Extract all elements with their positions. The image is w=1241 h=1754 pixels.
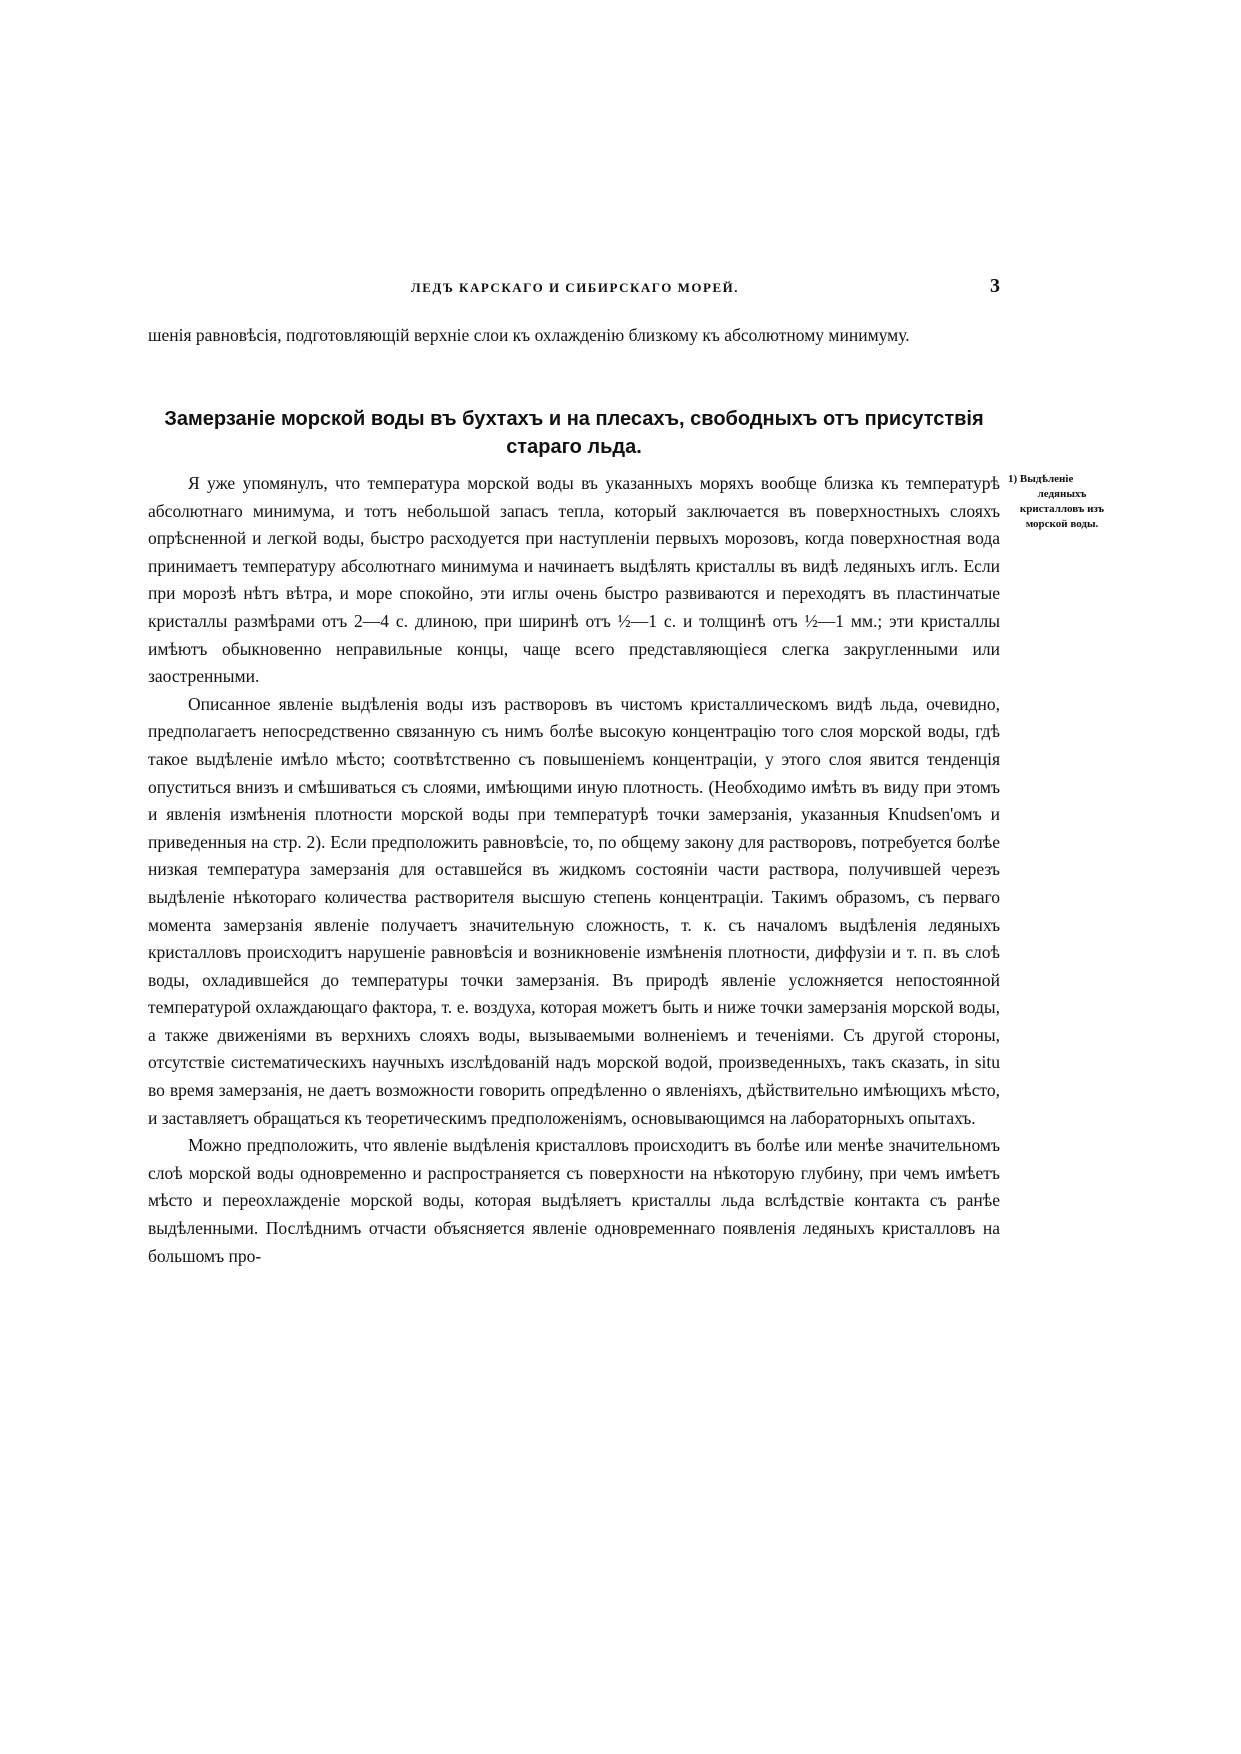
continuation-paragraph: шенія равновѣсія, подготовляющій верхніе слои къ охлажденію близкому къ абсолютному минимуму. [148,325,910,345]
margin-note-rest: ледяныхъ кристалловъ изъ морской воды. [1019,488,1105,530]
section-heading: Замерзаніе морской воды въ бухтахъ и на плесахъ, свободныхъ отъ присутствія стараго льда. [164,408,984,458]
paragraph-1: Я уже упомянулъ, что температура морской воды въ указанныхъ моряхъ вообще близка къ температурѣ абсолютнаго минимума, и тотъ небольшой запасъ тепла, который заключается въ поверхностныхъ слояхъ опрѣсненной и легкой воды, быстро расходуется при наступленіи первыхъ морозовъ, когда поверхностная вода принимаетъ температуру абсолютнаго минимума и начинаетъ выдѣлять кристаллы въ видѣ ледяныхъ иглъ. Если при морозѣ нѣтъ вѣтра, и море спокойно, эти иглы очень быстро развиваются и переходятъ въ пластинчатые кристаллы размѣрами отъ 2—4 с. длиною, при ширинѣ отъ ½—1 с. и толщинѣ отъ ½—1 мм.; эти кристаллы имѣютъ обыкновенно неправильные концы, чаще всего представляющіеся слегка закругленными или заостренными. [148,473,1000,687]
paragraph-2: Описанное явленіе выдѣленія воды изъ растворовъ въ чистомъ кристаллическомъ видѣ льда, очевидно, предполагаетъ непосредственно связанную съ нимъ болѣе высокую концентрацію того слоя морской воды, гдѣ такое выдѣленіе имѣло мѣсто; соотвѣтственно съ повышеніемъ концентраціи, у этого слоя явится тенденція опуститься внизъ и смѣшиваться съ слоями, имѣющими иную плотность. (Необходимо имѣть въ виду при этомъ и явленія измѣненія плотности морской воды при температурѣ точки замерзанія, указанныя Knudsen'омъ и приведенныя на стр. 2). Если предположить равновѣсіе, то, по общему закону для растворовъ, потребуется болѣе низкая температура замерзанія для оставшейся въ жидкомъ состояніи части раствора, получившей черезъ выдѣленіе нѣкотораго количества растворителя высшую степень концентраціи. Такимъ образомъ, съ перваго момента замерзанія явленіе получаетъ значительную сложность, т. к. съ началомъ выдѣленія ледяныхъ кристалловъ происходитъ нарушеніе равновѣсія и возникновеніе измѣненія плотности, диффузіи и т. п. въ слоѣ воды, охладившейся до температуры точки замерзанія. Въ природѣ явленіе усложняется непостоянной температурой охлаждающаго фактора, т. е. воздуха, которая можетъ быть и ниже точки замерзанія морской воды, а также движеніями въ верхнихъ слояхъ воды, вызываемыми волненіемъ и теченіями. Съ другой стороны, отсутствіе систематическихъ научныхъ изслѣдованій надъ морской водой, произведенныхъ, такъ сказать, in situ во время замерзанія, не даетъ возможности говорить опредѣленно о явленіяхъ, дѣйствительно имѣющихъ мѣсто, и заставляетъ обращаться къ теоретическимъ предположеніямъ, основывающимся на лабораторныхъ опытахъ. [148,693,1000,1128]
margin-note [1008,472,1116,532]
page-number: 3 [990,275,1000,297]
margin-note-first-line: 1) Выдѣленіе [1008,473,1074,485]
running-title: ЛЕДЪ КАРСКАГО И СИБИРСКАГО МОРЕЙ. [411,280,739,295]
section-body [148,470,1000,1270]
running-head [150,276,1000,300]
continuation-paragraph-block [148,322,1000,350]
paragraph-3: Можно предположить, что явленіе выдѣленія кристалловъ происходитъ въ болѣе или менѣе значительномъ слоѣ морской воды одновременно и распространяется съ поверхности на нѣкоторую глубину, при чемъ имѣетъ мѣсто и переохлажденіе морской воды, которая выдѣляетъ кристаллы льда вслѣдствіе контакта съ ранѣе выдѣленными. Послѣднимъ отчасти объясняется явленіе одновременнаго появленія ледяныхъ кристалловъ на большомъ про- [148,1135,1000,1266]
